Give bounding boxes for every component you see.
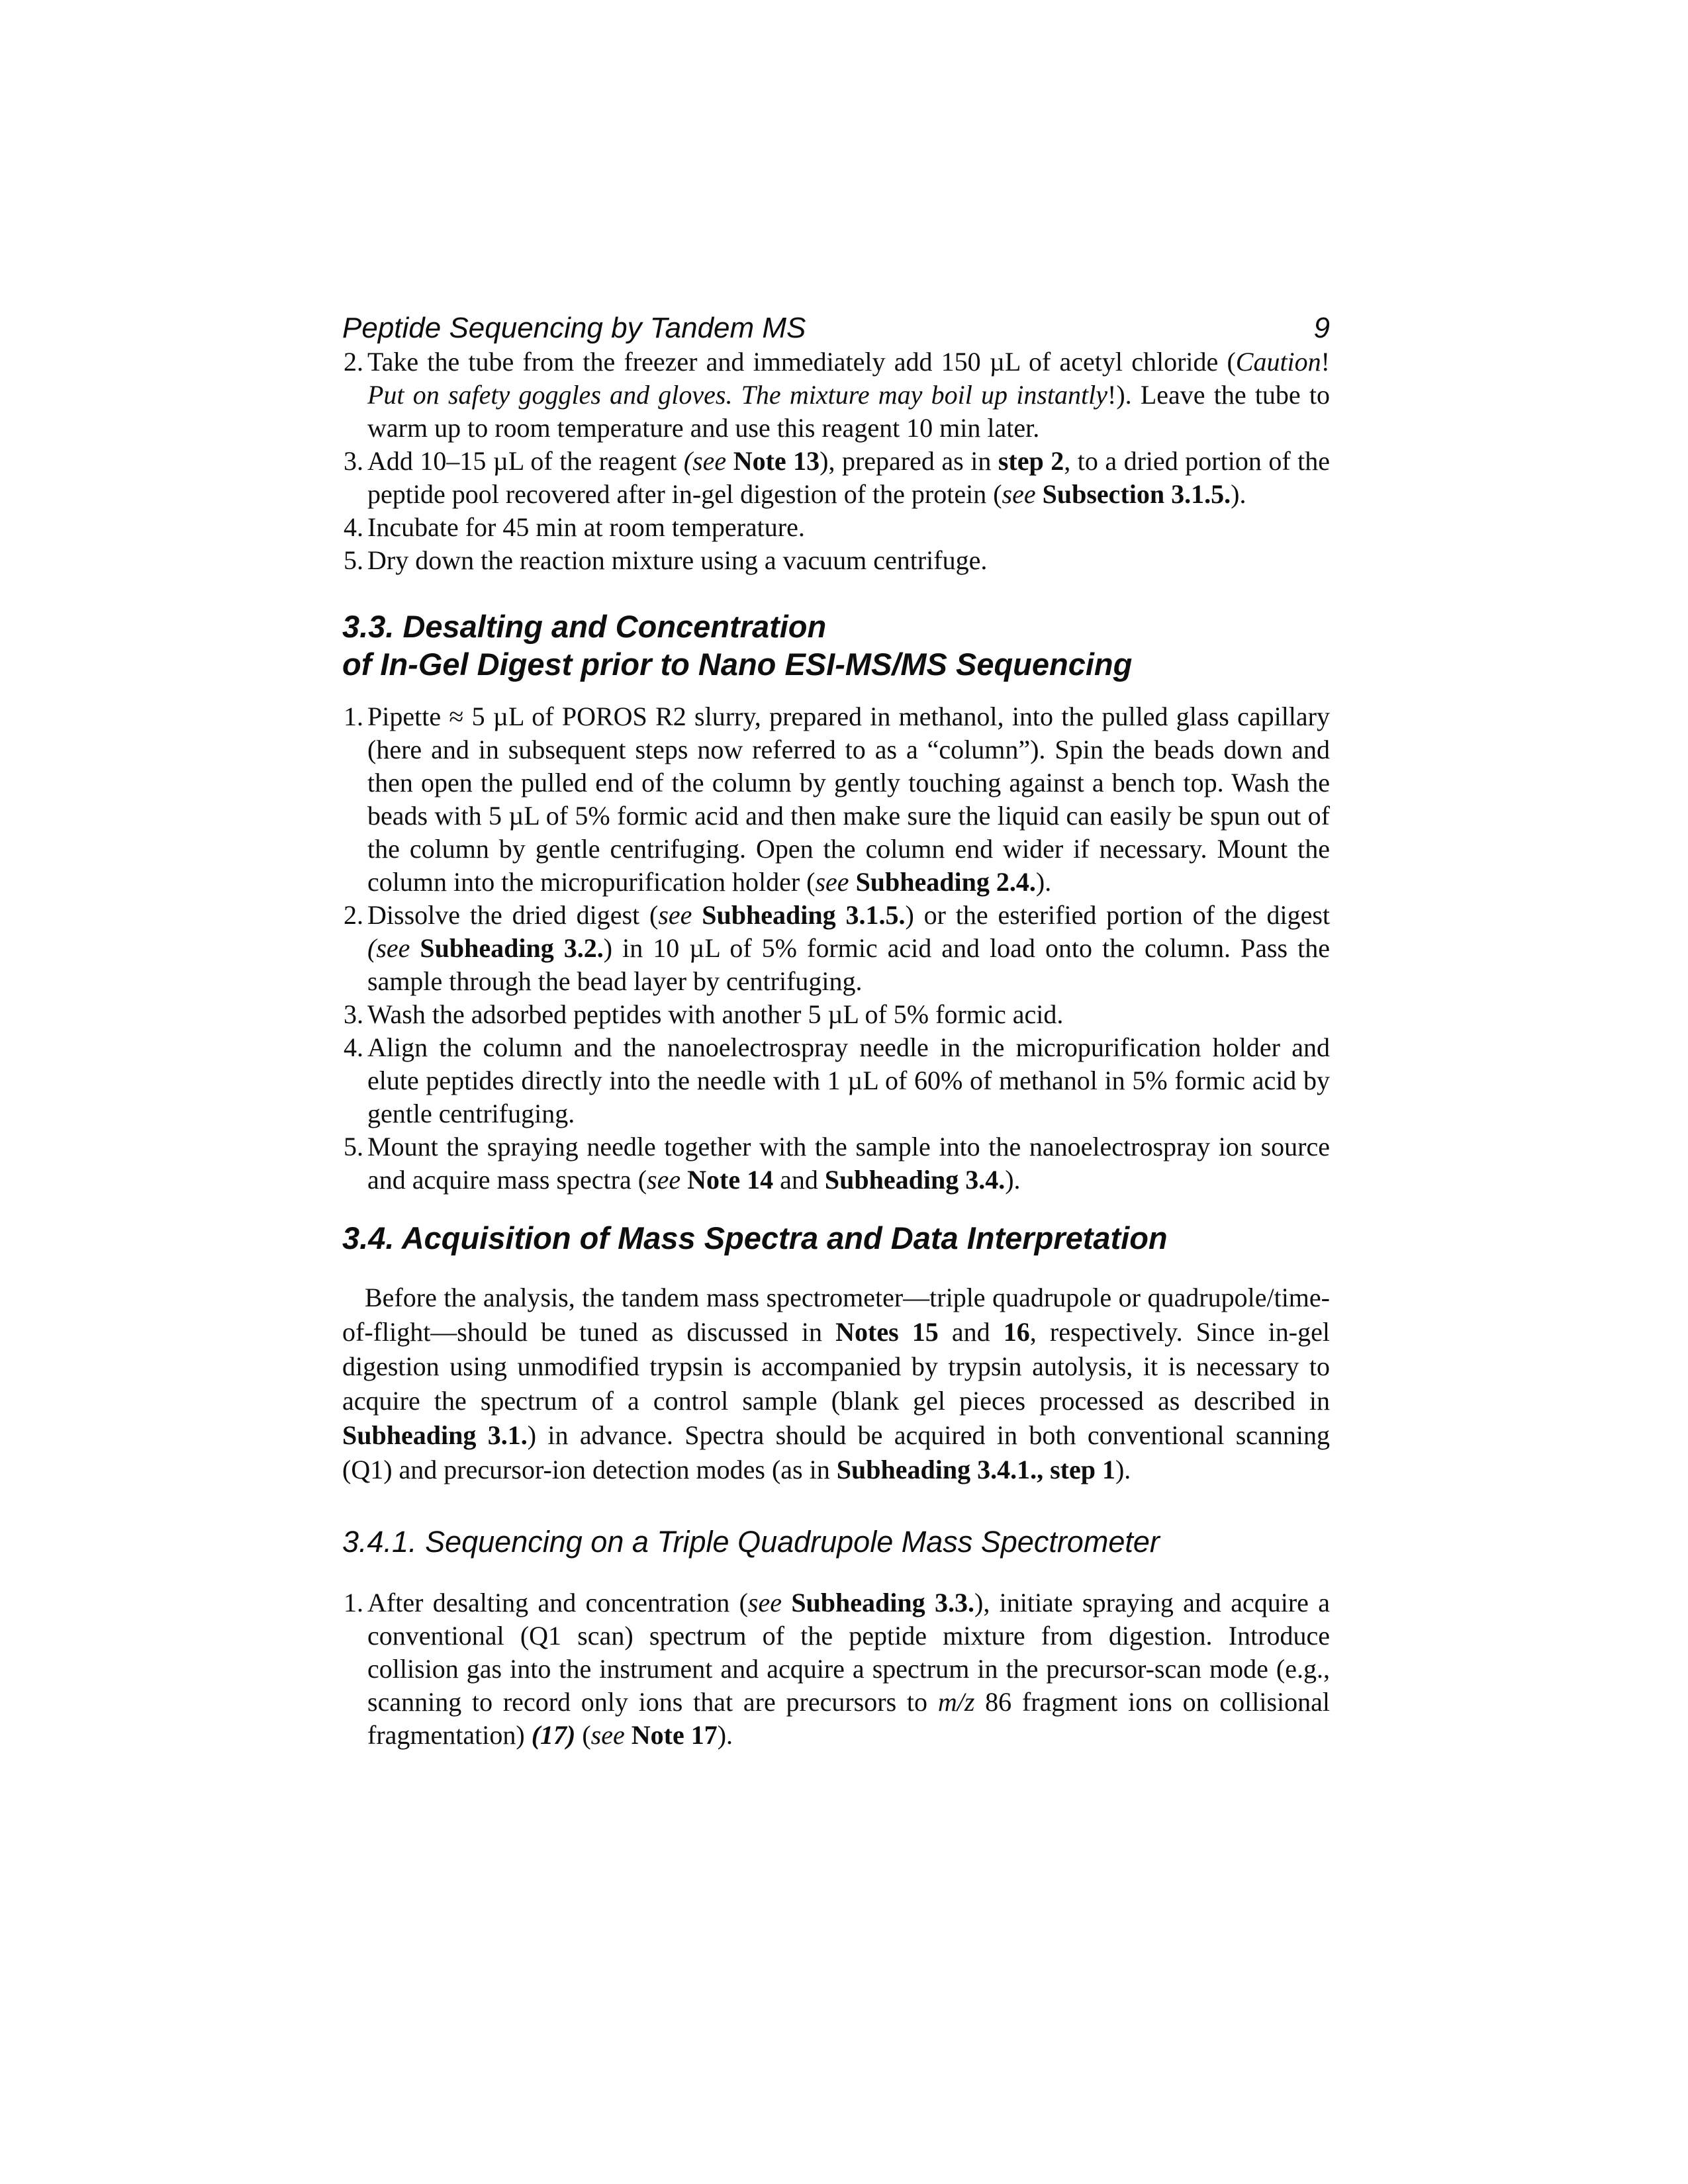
step-text: Align the column and the nanoelectrospray needle in the micropurification holder and elute peptides directly into the needle with 1 µL of 60% of methanol in 5% formic acid by gentle centrifuging.	[367, 1032, 1330, 1128]
step-text: Dry down the reaction mixture using a vacuum centrifuge.	[367, 545, 988, 575]
section-3-4-1-heading: 3.4.1. Sequencing on a Triple Quadrupole Mass Spectrometer	[342, 1525, 1160, 1559]
numbered-steps-3-3	[342, 700, 1330, 1197]
step-text: Take the tube from the freezer and immediately add 150 µL of acetyl chloride (Caution! Put on safety goggles and gloves. The mixture may boil up instantly!). Leave the tube to warm up to room temperature and use this reagent 10 min later.	[367, 347, 1330, 443]
step-number: 4.	[344, 1032, 363, 1062]
step-item	[342, 1586, 1330, 1752]
step-text: Pipette ≈ 5 µL of POROS R2 slurry, prepared in methanol, into the pulled glass capillary (here and in subsequent steps now referred to as a “column”). Spin the beads down and then open the pulled end of the column by gently touching against a bench top. Wash the beads with 5 µL of 5% formic acid and then make sure the liquid can easily be spun out of the column by gentle centrifuging. Open the column end wider if necessary. Mount the column into the micropurification holder (see Subheading 2.4.).	[367, 702, 1330, 897]
step-number: 5.	[344, 545, 363, 575]
step-item	[342, 1130, 1330, 1197]
step-item	[342, 445, 1330, 511]
step-number: 3.	[344, 446, 363, 476]
text-block	[342, 311, 1330, 1752]
section-3-3-heading-line1: 3.3. Desalting and Concentration	[342, 609, 827, 644]
step-item	[342, 1031, 1330, 1130]
section-3-3-heading	[342, 608, 1330, 683]
step-item	[342, 511, 1330, 544]
step-text: Incubate for 45 min at room temperature.	[367, 512, 805, 542]
section-3-4-heading: 3.4. Acquisition of Mass Spectra and Data Interpretation	[342, 1220, 1168, 1255]
page-number: 9	[1313, 312, 1330, 344]
step-item	[342, 544, 1330, 577]
step-number: 3.	[344, 999, 363, 1029]
section-3-4-paragraph: Before the analysis, the tandem mass spectrometer—triple quadrupole or quadrupole/time-of-flight—should be tuned as discussed in Notes 15 and 16, respectively. Since in-gel digestion using unmodified trypsin is accompanied by trypsin autolysis, it is necessary to acquire the spectrum of a control sample (blank gel pieces processed as described in Subheading 3.1.) in advance. Spectra should be acquired in both conventional scanning (Q1) and precursor-ion detection modes (as in Subheading 3.4.1., step 1).	[342, 1283, 1330, 1484]
step-item	[342, 899, 1330, 998]
step-item	[342, 700, 1330, 899]
step-text: Mount the spraying needle together with the sample into the nanoelectrospray ion source and acquire mass spectra (see Note 14 and Subheading 3.4.).	[367, 1132, 1330, 1195]
step-number: 2.	[344, 900, 363, 930]
step-number: 2.	[344, 347, 363, 377]
step-number: 1.	[344, 702, 363, 731]
step-text: Add 10–15 µL of the reagent (see Note 13), prepared as in step 2, to a dried portion of the peptide pool recovered after in-gel digestion of the protein (see Subsection 3.1.5.).	[367, 446, 1331, 509]
step-text: Wash the adsorbed peptides with another 5 µL of 5% formic acid.	[367, 999, 1064, 1029]
step-number: 5.	[344, 1132, 363, 1161]
numbered-steps-3-4-1	[342, 1586, 1330, 1752]
page-header	[342, 311, 1330, 345]
section-3-3-heading-line2: of In-Gel Digest prior to Nano ESI-MS/MS Sequencing	[342, 647, 1133, 682]
running-title: Peptide Sequencing by Tandem MS	[342, 312, 806, 344]
step-text: Dissolve the dried digest (see Subheading 3.1.5.) or the esterified portion of the digest (see Subheading 3.2.) in 10 µL of 5% formic acid and load onto the column. Pass the sample through the bead layer by centrifuging.	[367, 900, 1331, 996]
step-item	[342, 345, 1330, 445]
step-item	[342, 998, 1330, 1031]
step-number: 4.	[344, 512, 363, 542]
step-number: 1.	[344, 1588, 363, 1617]
step-text: After desalting and concentration (see Subheading 3.3.), initiate spraying and acquire a conventional (Q1 scan) spectrum of the peptide mixture from digestion. Introduce collision gas into the instrument and acquire a spectrum in the precursor-scan mode (e.g., scanning to record only ions that are precursors to m/z 86 fragment ions on collisional fragmentation) (17) (see Note 17).	[367, 1588, 1331, 1750]
numbered-steps-continued	[342, 345, 1330, 577]
